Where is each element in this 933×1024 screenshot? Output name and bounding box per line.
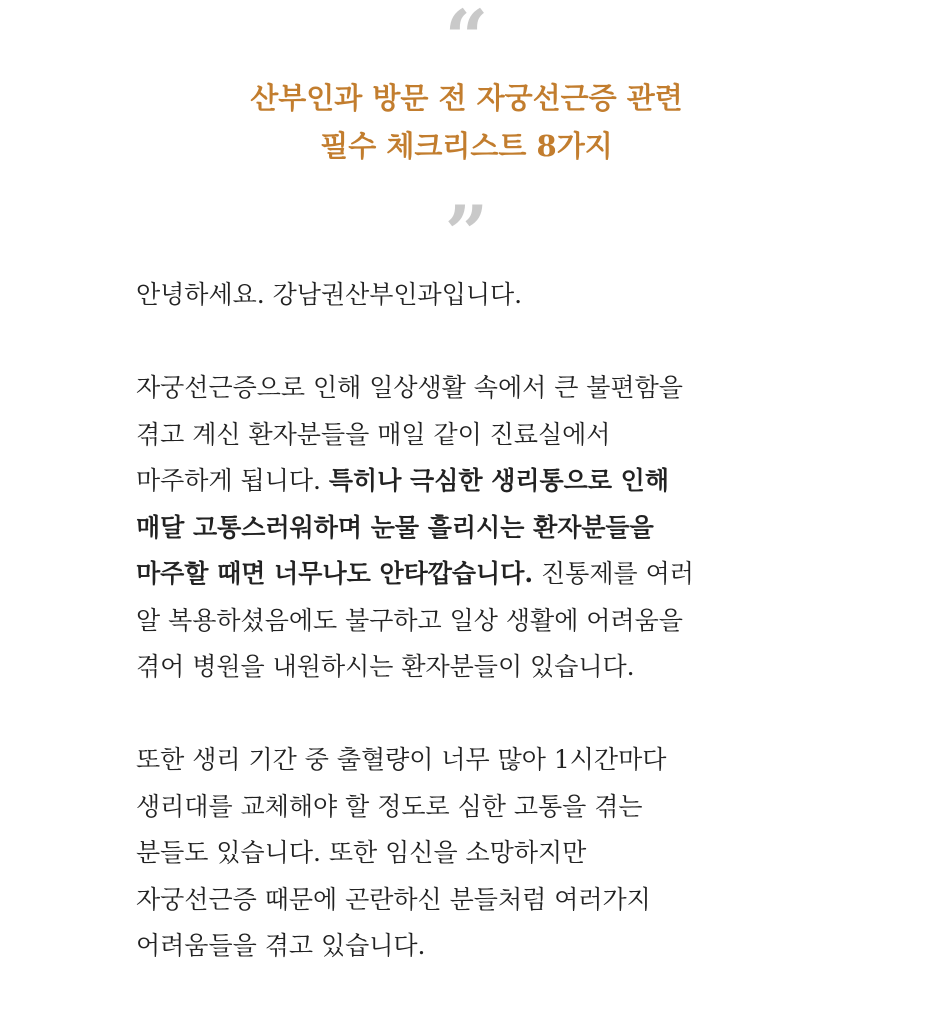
close-quote-icon: ” <box>444 196 489 246</box>
paragraph-spacer <box>136 319 796 366</box>
greeting-text: 안녕하세요. 강남권산부인과입니다. <box>136 280 523 309</box>
article-body <box>136 272 796 970</box>
paragraph-line: 알 복용하셨음에도 불구하고 일상 생활에 어려움을 <box>136 605 683 635</box>
open-quote-icon: “ <box>444 0 489 50</box>
paragraph-line <box>136 551 796 598</box>
paragraph-line: 자궁선근증 때문에 곤란하신 분들처럼 여러가지 <box>136 884 651 914</box>
paragraph-symptoms <box>136 365 796 691</box>
paragraph-line: 어려움들을 겪고 있습니다. <box>136 931 426 960</box>
text-segment: 진통제를 여러 <box>533 559 694 588</box>
page-title <box>0 74 933 170</box>
paragraph-spacer <box>136 691 796 738</box>
text-segment: 마주하게 됩니다. <box>136 466 329 495</box>
emphasis-text: 특히나 극심한 생리통으로 인해 <box>328 466 669 495</box>
emphasis-line: 매달 고통스러워하며 눈물 흘리시는 환자분들을 <box>136 512 654 542</box>
paragraph-line <box>136 458 796 505</box>
paragraph-line: 자궁선근증으로 인해 일상생활 속에서 큰 불편함을 <box>136 373 683 402</box>
paragraph-line: 분들도 있습니다. 또한 임신을 소망하지만 <box>136 838 587 867</box>
title-line-1: 산부인과 방문 전 자궁선근증 관련 <box>250 81 683 115</box>
title-line-2: 필수 체크리스트 8가지 <box>320 129 613 163</box>
paragraph-bleeding <box>136 737 796 970</box>
paragraph-line: 또한 생리 기간 중 출혈량이 너무 많아 1시간마다 <box>136 745 667 774</box>
paragraph-line: 겪어 병원을 내원하시는 환자분들이 있습니다. <box>136 652 635 681</box>
emphasis-text: 마주할 때면 너무나도 안타깝습니다. <box>136 559 534 588</box>
paragraph-line: 겪고 계신 환자분들을 매일 같이 진료실에서 <box>136 419 611 449</box>
paragraph-line: 생리대를 교체해야 할 정도로 심한 고통을 겪는 <box>136 791 643 821</box>
